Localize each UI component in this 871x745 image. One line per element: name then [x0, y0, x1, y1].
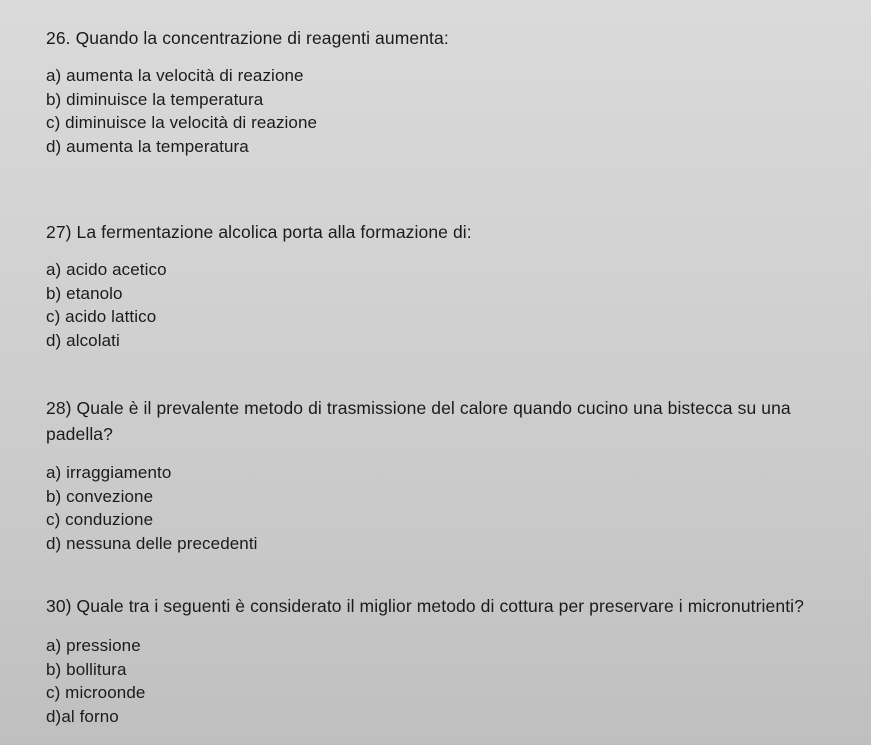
option-a: a) acido acetico — [46, 260, 167, 279]
question-title: 28) Quale è il prevalente metodo di trasmissione del calore quando cucino una bistecca su una padella? — [46, 398, 791, 444]
question-27 — [46, 220, 472, 352]
option-c: c) acido lattico — [46, 307, 157, 326]
option-c: c) microonde — [46, 683, 146, 702]
option-d: d) aumenta la temperatura — [46, 136, 249, 156]
option-c: c) conduzione — [46, 510, 154, 529]
option-d: d)al forno — [46, 706, 119, 726]
option-d: d) alcolati — [46, 330, 120, 350]
question-title: 26. Quando la concentrazione di reagenti aumenta: — [46, 28, 449, 48]
option-b: b) convezione — [46, 486, 154, 506]
option-b: b) diminuisce la temperatura — [46, 89, 264, 109]
question-title: 30) Quale tra i seguenti è considerato il miglior metodo di cottura per preservare i micronutrienti? — [46, 596, 804, 616]
option-b: b) etanolo — [46, 283, 123, 303]
option-list — [46, 64, 449, 158]
option-a: a) pressione — [46, 636, 141, 655]
option-a: a) irraggiamento — [46, 463, 172, 482]
option-c: c) diminuisce la velocità di reazione — [46, 113, 318, 132]
option-list — [46, 258, 472, 352]
option-a: a) aumenta la velocità di reazione — [46, 66, 304, 85]
option-list — [46, 461, 856, 555]
option-d: d) nessuna delle precedenti — [46, 533, 258, 553]
question-26 — [46, 26, 449, 158]
option-b: b) bollitura — [46, 659, 127, 679]
question-28 — [46, 395, 856, 555]
question-title: 27) La fermentazione alcolica porta alla formazione di: — [46, 222, 472, 242]
option-list — [46, 634, 804, 728]
question-30 — [46, 594, 804, 728]
